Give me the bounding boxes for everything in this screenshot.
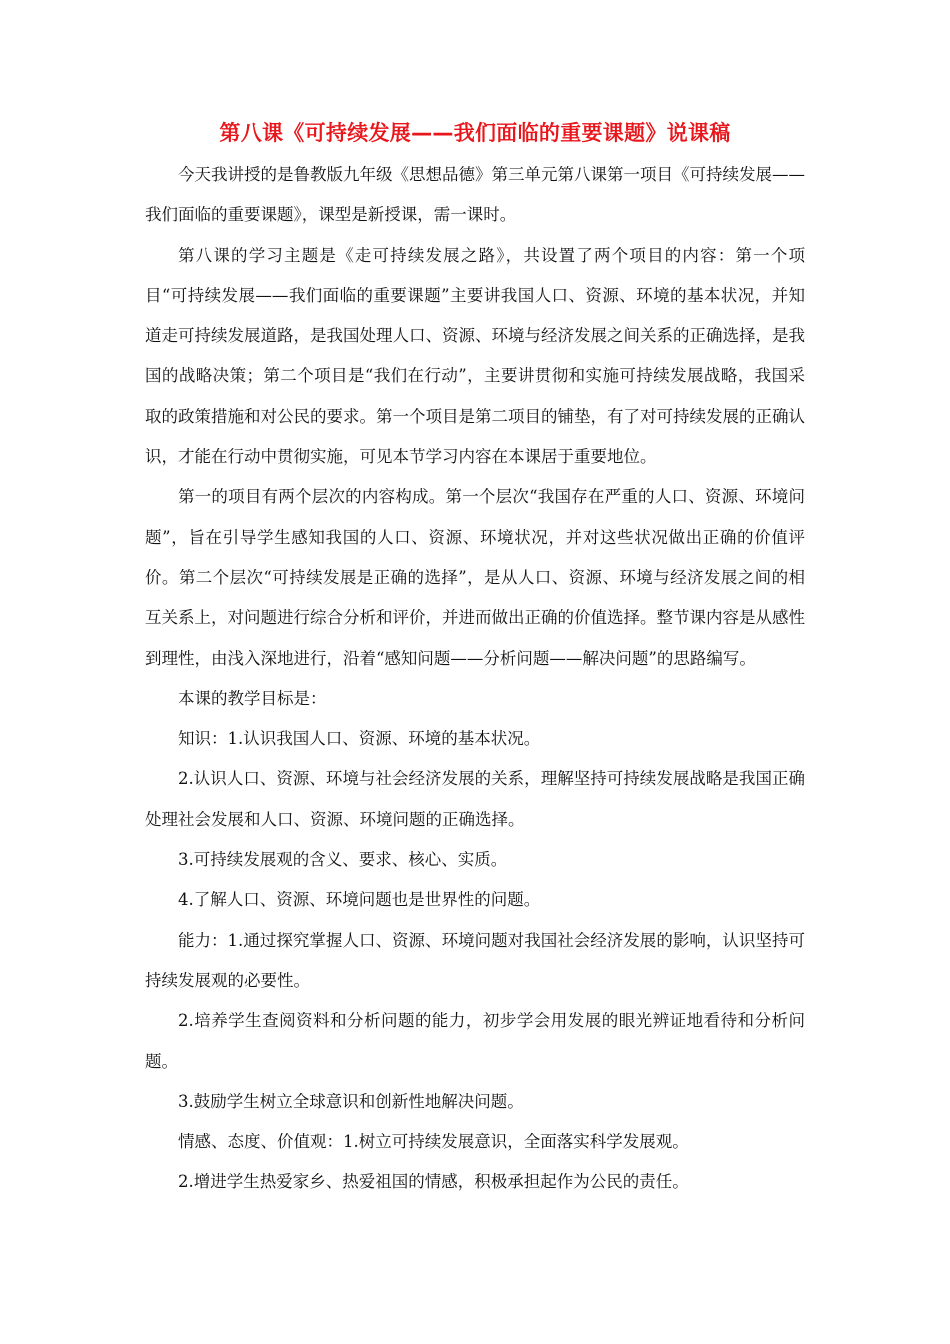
paragraph-objectives-heading: 本课的教学目标是： xyxy=(178,688,327,708)
paragraph-knowledge-3: 3.可持续发展观的含义、要求、核心、实质。 xyxy=(178,850,508,870)
paragraph-ability-2: 2.培养学生查阅资料和分析问题的能力，初步学会用发展的眼光辨证地看待和分析问题。 xyxy=(145,1011,805,1071)
paragraph-emotion-1: 情感、态度、价值观：1.树立可持续发展意识，全面落实科学发展观。 xyxy=(178,1132,689,1152)
document-body xyxy=(145,155,805,1203)
paragraph-intro: 今天我讲授的是鲁教版九年级《思想品德》第三单元第八课第一项目《可持续发展——我们面临的重要课题》，课型是新授课，需一课时。 xyxy=(145,165,805,225)
paragraph-lesson-theme: 第八课的学习主题是《走可持续发展之路》，共设置了两个项目的内容：第一个项目“可持续发展——我们面临的重要课题”主要讲我国人口、资源、环境的基本状况，并知道走可持续发展道路，是我国处理人口、资源、环境与经济发展之间关系的正确选择，是我国的战略决策；第二个项目是“我们在行动”，主要讲贯彻和实施可持续发展战略，我国采取的政策措施和对公民的要求。第一个项目是第二项目的铺垫，有了对可持续发展的正确认识，才能在行动中贯彻实施，可见本节学习内容在本课居于重要地位。 xyxy=(145,245,805,467)
paragraph-knowledge-4: 4.了解人口、资源、环境问题也是世界性的问题。 xyxy=(178,890,541,910)
paragraph-knowledge-2: 2.认识人口、资源、环境与社会经济发展的关系，理解坚持可持续发展战略是我国正确处理社会发展和人口、资源、环境问题的正确选择。 xyxy=(145,769,805,829)
paragraph-ability-3: 3.鼓励学生树立全球意识和创新性地解决问题。 xyxy=(178,1091,524,1111)
document-title: 第八课《可持续发展——我们面临的重要课题》说课稿 xyxy=(219,121,731,145)
paragraph-emotion-2: 2.增进学生热爱家乡、热爱祖国的情感，积极承担起作为公民的责任。 xyxy=(178,1172,689,1192)
paragraph-ability-1: 能力：1.通过探究掌握人口、资源、环境问题对我国社会经济发展的影响，认识坚持可持续发展观的必要性。 xyxy=(145,930,805,990)
paragraph-knowledge-1: 知识：1.认识我国人口、资源、环境的基本状况。 xyxy=(178,729,541,749)
paragraph-project-levels: 第一的项目有两个层次的内容构成。第一个层次“我国存在严重的人口、资源、环境问题”，旨在引导学生感知我国的人口、资源、环境状况，并对这些状况做出正确的价值评价。第二个层次“可持续发展是正确的选择”，是从人口、资源、环境与经济发展之间的相互关系上，对问题进行综合分析和评价，并进而做出正确的价值选择。整节课内容是从感性到理性，由浅入深地进行，沿着“感知问题——分析问题——解决问题”的思路编写。 xyxy=(145,487,805,668)
